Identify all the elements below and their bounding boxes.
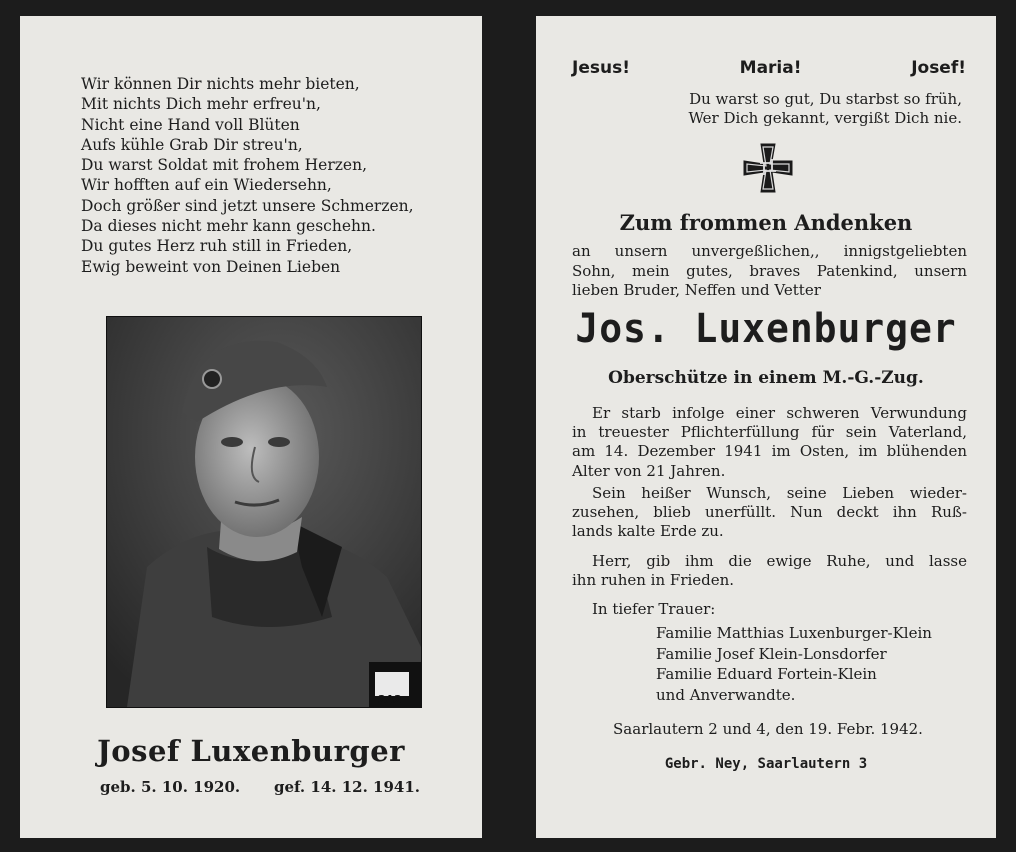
invocation-maria: Maria! — [739, 58, 802, 78]
family-line: Familie Eduard Fortein-Klein — [656, 665, 877, 683]
poem-line: Wir können Dir nichts mehr bieten, — [81, 75, 360, 93]
dedication-text — [572, 242, 967, 301]
poem-line: Mit nichts Dich mehr erfreu'n, — [81, 95, 321, 114]
mourning-title: In tiefer Trauer: — [592, 600, 716, 618]
dedication-line: Sohn, mein gutes, braves Patenkind, unsern — [572, 261, 967, 280]
right-memorial-card — [536, 16, 996, 838]
poem-line: Wir hofften auf ein Wiedersehn, — [81, 176, 332, 195]
printer-imprint: Gebr. Ney, Saarlautern 3 — [664, 756, 868, 772]
poem-line: Aufs kühle Grab Dir streu'n, — [81, 135, 303, 154]
poem-line: Du gutes Herz ruh still in Frieden, — [81, 237, 353, 256]
military-rank: Oberschütze in einem M.-G.-Zug. — [608, 368, 924, 388]
paragraph-line: in treuester Pflichterfüllung für sein Vaterland, — [572, 423, 967, 442]
soldier-portrait-photo — [106, 316, 422, 708]
poem-line: Doch größer sind jetzt unsere Schmerzen, — [81, 196, 414, 215]
dedication-line: lieben Bruder, Neffen und Vetter — [572, 281, 821, 299]
death-paragraph — [572, 404, 967, 481]
death-date: gef. 14. 12. 1941. — [273, 778, 420, 796]
paragraph-line: Sein heißer Wunsch, seine Lieben wieder- — [592, 484, 967, 502]
poem-line: Da dieses nicht mehr kann geschehn. — [81, 217, 376, 236]
deceased-name-left: Josef Luxenburger — [97, 734, 405, 768]
deceased-name-right: Jos. Luxenburger — [575, 306, 957, 352]
paragraph-line: Alter von 21 Jahren. — [572, 461, 726, 480]
prayer-paragraph — [572, 552, 967, 590]
dedication-line: an unsern unvergeßlichen,, innigstgeliebten — [572, 242, 967, 260]
paragraph-line: ihn ruhen in Frieden. — [572, 571, 735, 590]
mourning-families — [656, 623, 932, 705]
birth-date: geb. 5. 10. 1920. — [100, 778, 241, 796]
family-line: und Anverwandte. — [656, 685, 796, 704]
paragraph-line: Herr, gib ihm die ewige Ruhe, und lasse — [592, 552, 967, 570]
poem-line: Nicht eine Hand voll Blüten — [81, 115, 300, 134]
poem-line: Du warst Soldat mit frohem Herzen, — [81, 156, 368, 175]
verse-line: Wer Dich gekannt, vergißt Dich nie. — [688, 109, 962, 127]
paragraph-line: Er starb infolge einer schweren Verwundung — [592, 404, 967, 422]
place-and-date: Saarlautern 2 und 4, den 19. Febr. 1942. — [613, 720, 923, 738]
paragraph-line: am 14. Dezember 1941 im Osten, im blühenden — [572, 442, 967, 461]
family-line: Familie Josef Klein-Lonsdorfer — [656, 644, 887, 663]
verse-line: Du warst so gut, Du starbst so früh, — [689, 90, 962, 108]
iron-cross-icon — [742, 142, 794, 194]
paragraph-line: lands kalte Erde zu. — [572, 522, 724, 541]
memorial-poem — [81, 74, 461, 277]
invocation-josef: Josef! — [911, 58, 966, 78]
paragraph-line: zusehen, blieb unerfüllt. Nun deckt ihn Ruß- — [572, 503, 967, 522]
family-line: Familie Matthias Luxenburger-Klein — [656, 624, 932, 642]
short-verse — [688, 90, 962, 128]
invocation-jesus: Jesus! — [572, 58, 630, 78]
life-dates — [100, 778, 420, 796]
left-memorial-card — [20, 16, 482, 838]
memorial-heading: Zum frommen Andenken — [619, 210, 913, 235]
wish-paragraph — [572, 484, 967, 542]
invocations — [572, 58, 966, 78]
poem-line: Ewig beweint von Deinen Lieben — [81, 257, 341, 276]
armband-text: 2A2 — [378, 693, 402, 706]
